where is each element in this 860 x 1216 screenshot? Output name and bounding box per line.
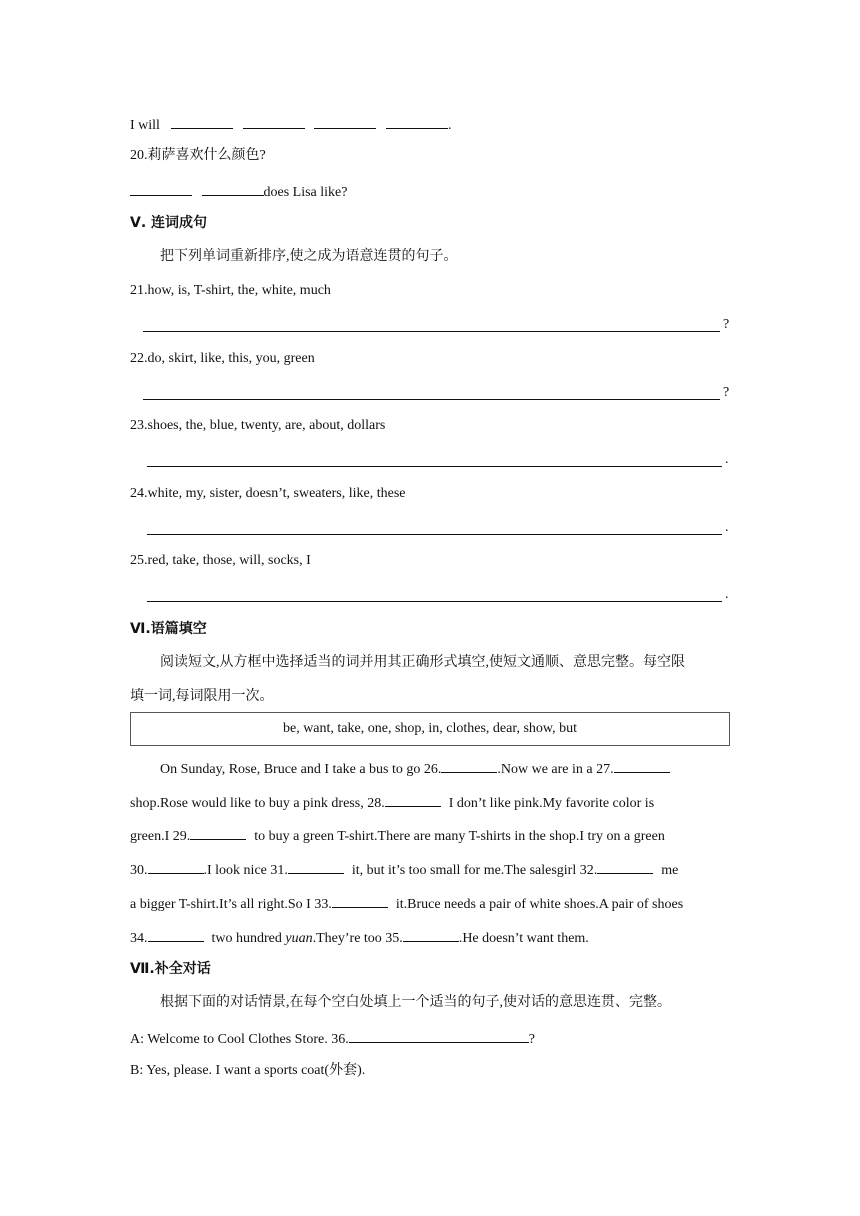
blank-35[interactable] (403, 927, 459, 942)
blank-27[interactable] (614, 758, 670, 773)
q25-words: 25.red, take, those, will, socks, I (130, 553, 311, 568)
q24-words: 24.white, my, sister, doesn’t, sweaters, like, these (130, 486, 406, 501)
word-box (130, 712, 730, 746)
blank-30[interactable] (148, 859, 204, 874)
section-7-title: Ⅶ.补全对话 (130, 961, 211, 977)
q20-prompt: 20.莉萨喜欢什么颜色? (130, 148, 266, 163)
blank-31[interactable] (288, 859, 344, 874)
q21-answer-line[interactable]: ? (143, 317, 729, 332)
blank[interactable] (386, 114, 448, 129)
word-box-text: be, want, take, one, shop, in, clothes, dear, show, but (282, 721, 578, 736)
blank-32[interactable] (597, 859, 653, 874)
passage-line-3: green.I 29. to buy a green T-shirt.There are many T-shirts in the shop.I try on a green (130, 825, 665, 846)
passage-line-5: a bigger T-shirt.It’s all right.So I 33. it.Bruce needs a pair of white shoes.A pair of shoes (130, 893, 683, 914)
blank-36[interactable] (349, 1028, 529, 1043)
section-6-title: Ⅵ.语篇填空 (130, 621, 207, 637)
passage-line-1: On Sunday, Rose, Bruce and I take a bus to go 26. .Now we are in a 27. (160, 758, 670, 779)
q25-answer-line[interactable]: . (147, 587, 729, 602)
blank[interactable] (130, 181, 192, 196)
blank-33[interactable] (332, 893, 388, 908)
q22-words: 22.do, skirt, like, this, you, green (130, 351, 315, 366)
blank-29[interactable] (190, 825, 246, 840)
blank-28[interactable] (385, 792, 441, 807)
dialogue-b-line: B: Yes, please. I want a sports coat(外套). (130, 1063, 366, 1078)
q24-answer-line[interactable]: . (147, 520, 729, 535)
q20-answer-line (130, 181, 347, 202)
passage-line-2: shop.Rose would like to buy a pink dress, 28. I don’t like pink.My favorite color is (130, 792, 654, 813)
section-5-title: Ⅴ. 连词成句 (130, 215, 208, 231)
q21-words: 21.how, is, T-shirt, the, white, much (130, 283, 331, 298)
blank-26[interactable] (441, 758, 497, 773)
section-6-instruction-2: 填一词,每词限用一次。 (130, 689, 274, 704)
passage-line-4: 30. .I look nice 31. it, but it’s too small for me.The salesgirl 32. me (130, 859, 678, 880)
q19-prefix: I will (130, 118, 160, 133)
q23-answer-line[interactable]: . (147, 452, 729, 467)
section-6-instruction-1: 阅读短文,从方框中选择适当的词并用其正确形式填空,使短文通顺、意思完整。每空限 (160, 655, 685, 670)
blank[interactable] (171, 114, 233, 129)
blank[interactable] (243, 114, 305, 129)
passage-line-6: 34. two hundred yuan.They’re too 35. .He doesn’t want them. (130, 927, 589, 948)
blank[interactable] (314, 114, 376, 129)
q19-answer-line (130, 114, 451, 135)
q23-words: 23.shoes, the, blue, twenty, are, about, dollars (130, 418, 386, 433)
blank[interactable] (202, 181, 264, 196)
section-5-instruction: 把下列单词重新排序,使之成为语意连贯的句子。 (160, 249, 458, 264)
q22-answer-line[interactable]: ? (143, 385, 729, 400)
q20-suffix: does Lisa like? (263, 185, 348, 200)
dialogue-a-line: A: Welcome to Cool Clothes Store. 36. ? (130, 1028, 535, 1049)
blank-34[interactable] (148, 927, 204, 942)
section-7-instruction: 根据下面的对话情景,在每个空白处填上一个适当的句子,使对话的意思连贯、完整。 (160, 995, 671, 1010)
q19-end: . (447, 118, 452, 133)
